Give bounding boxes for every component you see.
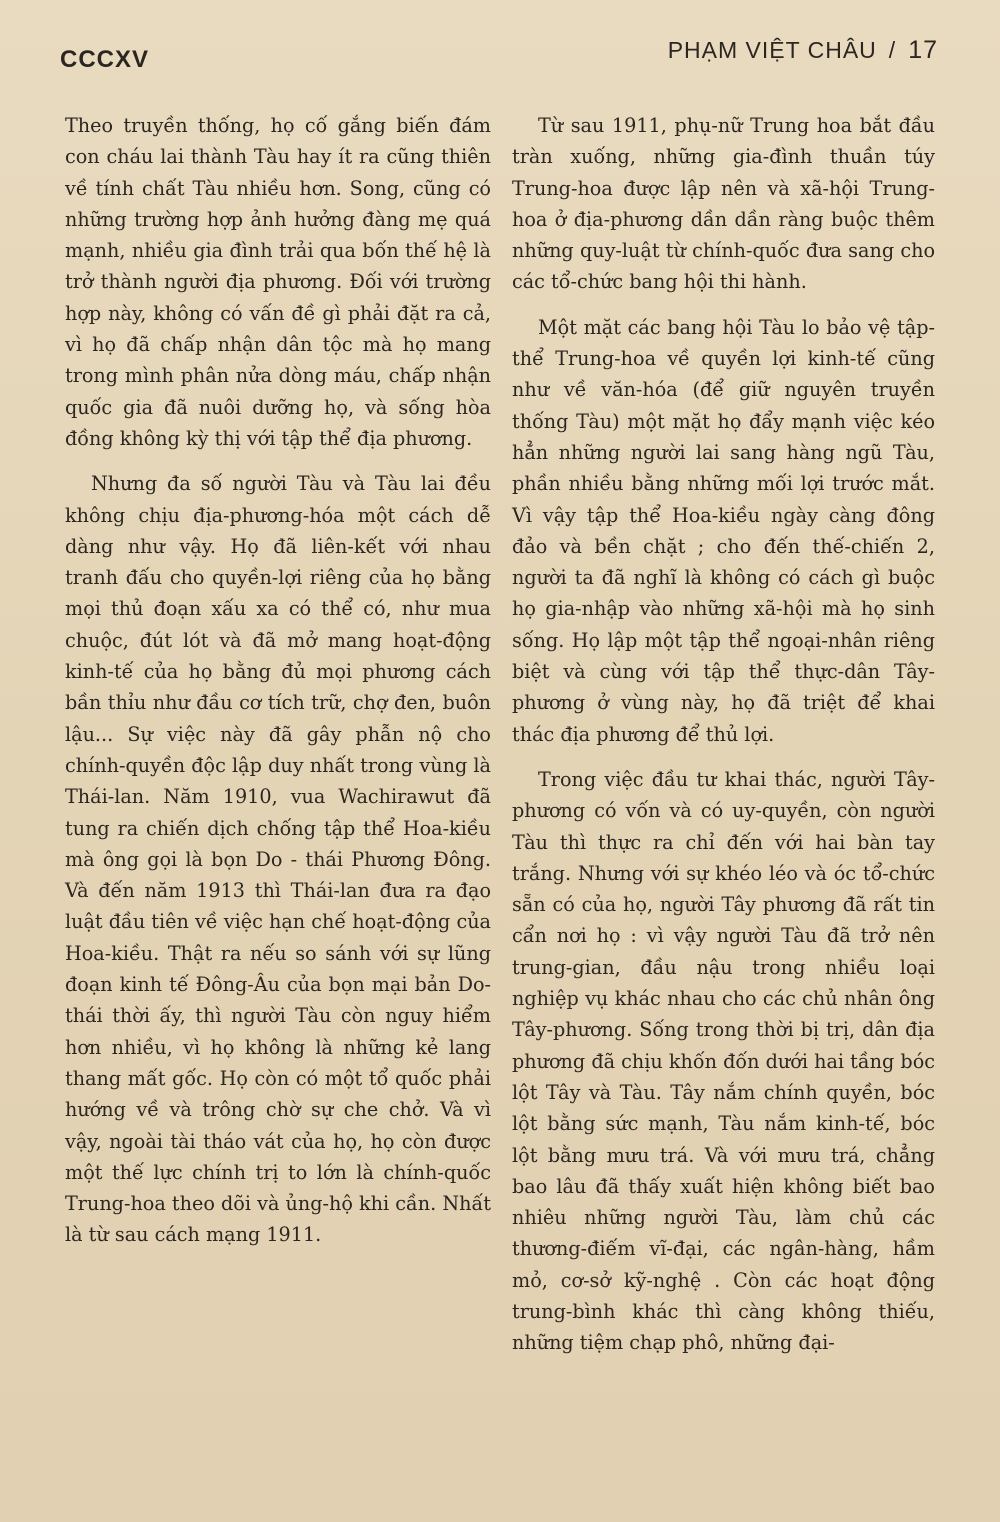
author-name: PHẠM VIỆT CHÂU — [667, 37, 877, 63]
paragraph: Nhưng đa số người Tàu và Tàu lai đều không chịu địa-phương-hóa một cách dễ dàng như vậy. Họ đã liên-kết với nhau tranh đấu cho quyền-lợi riêng của họ bằng mọi thủ đoạn xấu xa có thể có, như mua chuộc, đút lót và đã mở mang hoạt-động kinh-tế của họ bằng đủ mọi phương cách bần thỉu như đầu cơ tích trữ, chợ đen, buôn lậu... Sự việc này đã gây phẫn nộ cho chính-quyền độc lập duy nhất trong vùng là Thái-lan. Năm 1910, vua Wachirawut đã tung ra chiến dịch chống tập thể Hoa-kiều mà ông gọi là bọn Do - thái Phương Đông. Và đến năm 1913 thì Thái-lan đưa ra đạo luật đầu tiên về việc hạn chế hoạt-động của Hoa-kiều. Thật ra nếu so sánh với sự lũng đoạn kinh tế Đông-Âu của bọn mại bản Do-thái thời ấy, thì người Tàu còn nguy hiểm hơn nhiều, vì họ không là những kẻ lang thang mất gốc. Họ còn có một tổ quốc phải hướng về và trông chờ sự che chở. Và vì vậy, ngoài tài tháo vát của họ, họ còn được một thế lực chính trị to lớn là chính-quốc Trung-hoa theo dõi và ủng-hộ khi cần. Nhất là từ sau cách mạng 1911. — [65, 472, 491, 1247]
paragraph: Trong việc đầu tư khai thác, người Tây-phương có vốn và có uy-quyền, còn người Tàu thì thực ra chỉ đến với hai bàn tay trắng. Nhưng với sự khéo léo và óc tổ-chức sẵn có của họ, người Tây phương đã rất tin cẩn nơi họ : vì vậy người Tàu đã trở nên trung-gian, đầu nậu trong nhiều loại nghiệp vụ khác nhau cho các chủ nhân ông Tây-phương. Sống trong thời bị trị, dân địa phương đã chịu khốn đốn dưới hai tầng bóc lột Tây và Tàu. Tây nắm chính quyền, bóc lột bằng sức mạnh, Tàu nắm kinh-tế, bóc lột bằng mưu trá. Và với mưu trá, chẳng bao lâu đã thấy xuất hiện không biết bao nhiêu những người Tàu, làm chủ các thương-điếm vĩ-đại, các ngân-hàng, hầm mỏ, cơ-sở kỹ-nghệ . Còn các hoạt động trung-bình khác thì càng không thiếu, những tiệm chạp phô, những đại- — [512, 767, 935, 1355]
right-column — [512, 110, 935, 1373]
paragraph: Từ sau 1911, phụ-nữ Trung hoa bắt đầu tràn xuống, những gia-đình thuần túy Trung-hoa được lập nên và xã-hội Trung-hoa ở địa-phương dần dần ràng buộc thêm những quy-luật từ chính-quốc đưa sang cho các tổ-chức bang hội thi hành. — [512, 114, 935, 294]
page-number: 17 — [908, 36, 938, 64]
left-column — [65, 110, 491, 1265]
paragraph: Một mặt các bang hội Tàu lo bảo vệ tập-thể Trung-hoa về quyền lợi kinh-tế cũng như về văn-hóa (để giữ nguyên truyền thống Tàu) một mặt họ đẩy mạnh việc kéo hẳn những người lai sang hàng ngũ Tàu, phần nhiều bằng những mối lợi trước mắt. Vì vậy tập thể Hoa-kiều ngày càng đông đảo và bền chặt ; cho đến thế-chiến 2, người ta đã nghĩ là không có cách gì buộc họ gia-nhập vào những xã-hội mà họ sinh sống. Họ lập một tập thể ngoại-nhân riêng biệt và cùng với tập thể thực-dân Tây-phương ở vùng này, họ đã triệt để khai thác địa phương để thủ lợi. — [512, 315, 935, 746]
section-number: CCCXV — [60, 46, 150, 73]
running-header — [668, 36, 938, 65]
paragraph: Theo truyền thống, họ cố gắng biến đám con cháu lai thành Tàu hay ít ra cũng thiên về tính chất Tàu nhiều hơn. Song, cũng có những trường hợp ảnh hưởng đàng mẹ quá mạnh, nhiều gia đình trải qua bốn thế hệ là trở thành người địa phương. Đối với trường hợp này, không có vấn đề gì phải đặt ra cả, vì họ đã chấp nhận dân tộc mà họ mang trong mình phân nửa dòng máu, chấp nhận quốc gia đã nuôi dưỡng họ, và sống hòa đồng không kỳ thị với tập thể địa phương. — [65, 114, 491, 450]
header-separator: / — [888, 37, 897, 63]
